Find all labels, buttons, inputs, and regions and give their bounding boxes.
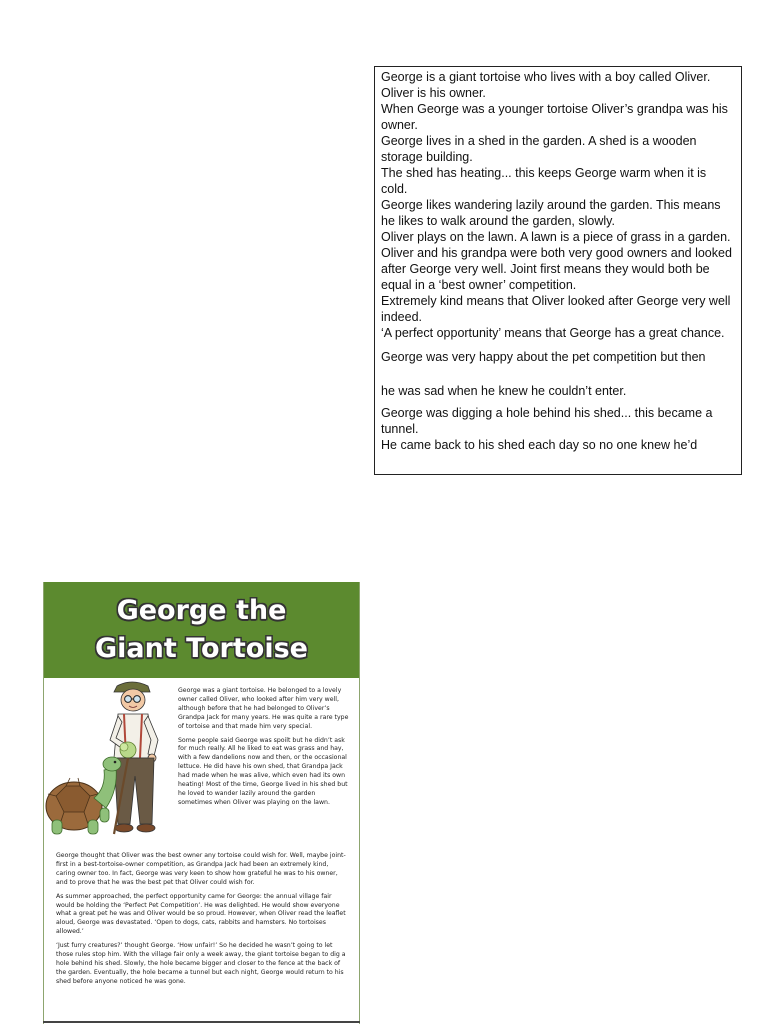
- note-line: He came back to his shed each day so no one knew he’d: [381, 438, 698, 452]
- note-line: Extremely kind means that Oliver looked after George very well indeed.: [381, 294, 731, 324]
- note-line: Oliver plays on the lawn. A lawn is a piece of grass in a garden.: [381, 230, 731, 244]
- note-line: George likes wandering lazily around the garden. This means he likes to walk around the garden, slowly.: [381, 198, 721, 228]
- vocabulary-notes-box: [374, 66, 742, 475]
- story-paragraph: George thought that Oliver was the best owner any tortoise could wish for. Well, maybe joint-first in a best-tortoise-owner competition, as Grandpa Jack had been an extremely kind, caring owner too. In fact, George was very keen to show how grateful he was to his owner, and to prove that he was the best pet that Oliver could wish for.: [56, 852, 346, 886]
- story-paragraph: George was a giant tortoise. He belonged to a lovely owner called Oliver, who looked after him very well, although before that he had belonged to Oliver’s Grandpa Jack for many years. He was quite a rare type of tortoise and that made him very special.: [178, 687, 349, 730]
- note-line: When George was a younger tortoise Oliver’s grandpa was his owner.: [381, 102, 728, 132]
- page-divider: [43, 1021, 360, 1023]
- note-line: ‘A perfect opportunity’ means that George has a great chance.: [381, 326, 725, 340]
- tortoise-figure: [46, 757, 121, 834]
- story-poster: [43, 582, 360, 1024]
- note-line: George was digging a hole behind his shed... this became a tunnel.: [381, 406, 713, 436]
- story-intro-column: [178, 687, 350, 813]
- story-paragraph: As summer approached, the perfect opportunity came for George: the annual village fair would be holding the ‘Perfect Pet Competition’. He was delighted. He would show everyone what a great pet he was and Oliver would be so proud. However, when Oliver read the leaflet aloud, George was devastated. ‘Open to dogs, cats, rabbits and hamsters. No tortoises allowed.’: [56, 892, 346, 936]
- note-line: George was very happy about the pet competition but then: [381, 350, 706, 364]
- note-line: George is a giant tortoise who lives with a boy called Oliver. Oliver is his owner.: [381, 70, 711, 100]
- poster-title-line-2: Giant Tortoise: [95, 633, 308, 664]
- story-paragraph: ‘Just furry creatures?’ thought George. ‘How unfair!’ So he decided he wasn’t going to let those rules stop him. With the village fair only a week away, the giant tortoise began to dig a hole behind his shed. Slowly, the hole became bigger and closer to the fence at the back of the garden. Eventually, the hole became a tunnel but each night, George would return to his shed before anyone noticed he was gone.: [56, 942, 346, 985]
- grandpa-and-tortoise-illustration: [44, 678, 179, 848]
- note-line: George lives in a shed in the garden. A shed is a wooden storage building.: [381, 134, 697, 164]
- note-line: he was sad when he knew he couldn’t enter.: [381, 384, 627, 398]
- note-line: Oliver and his grandpa were both very good owners and looked after George very well. Joint first means they would both be equal in a ‘best owner’ competition.: [381, 246, 732, 292]
- note-line: The shed has heating... this keeps George warm when it is cold.: [381, 166, 707, 196]
- story-main-text: [56, 852, 348, 992]
- story-paragraph: Some people said George was spoilt but he didn’t ask for much really. All he liked to eat was grass and hay, with a few dandelions now and then, or the occasional lettuce. He did have his own shed, that Grandpa Jack had made when he was alive, which even had its own heating! Most of the time, George lived in his shed but he loved to wander lazily around the garden sometimes when Oliver was playing on the lawn.: [178, 736, 348, 806]
- poster-title-line-1: George the: [116, 595, 287, 626]
- poster-header: [44, 582, 359, 678]
